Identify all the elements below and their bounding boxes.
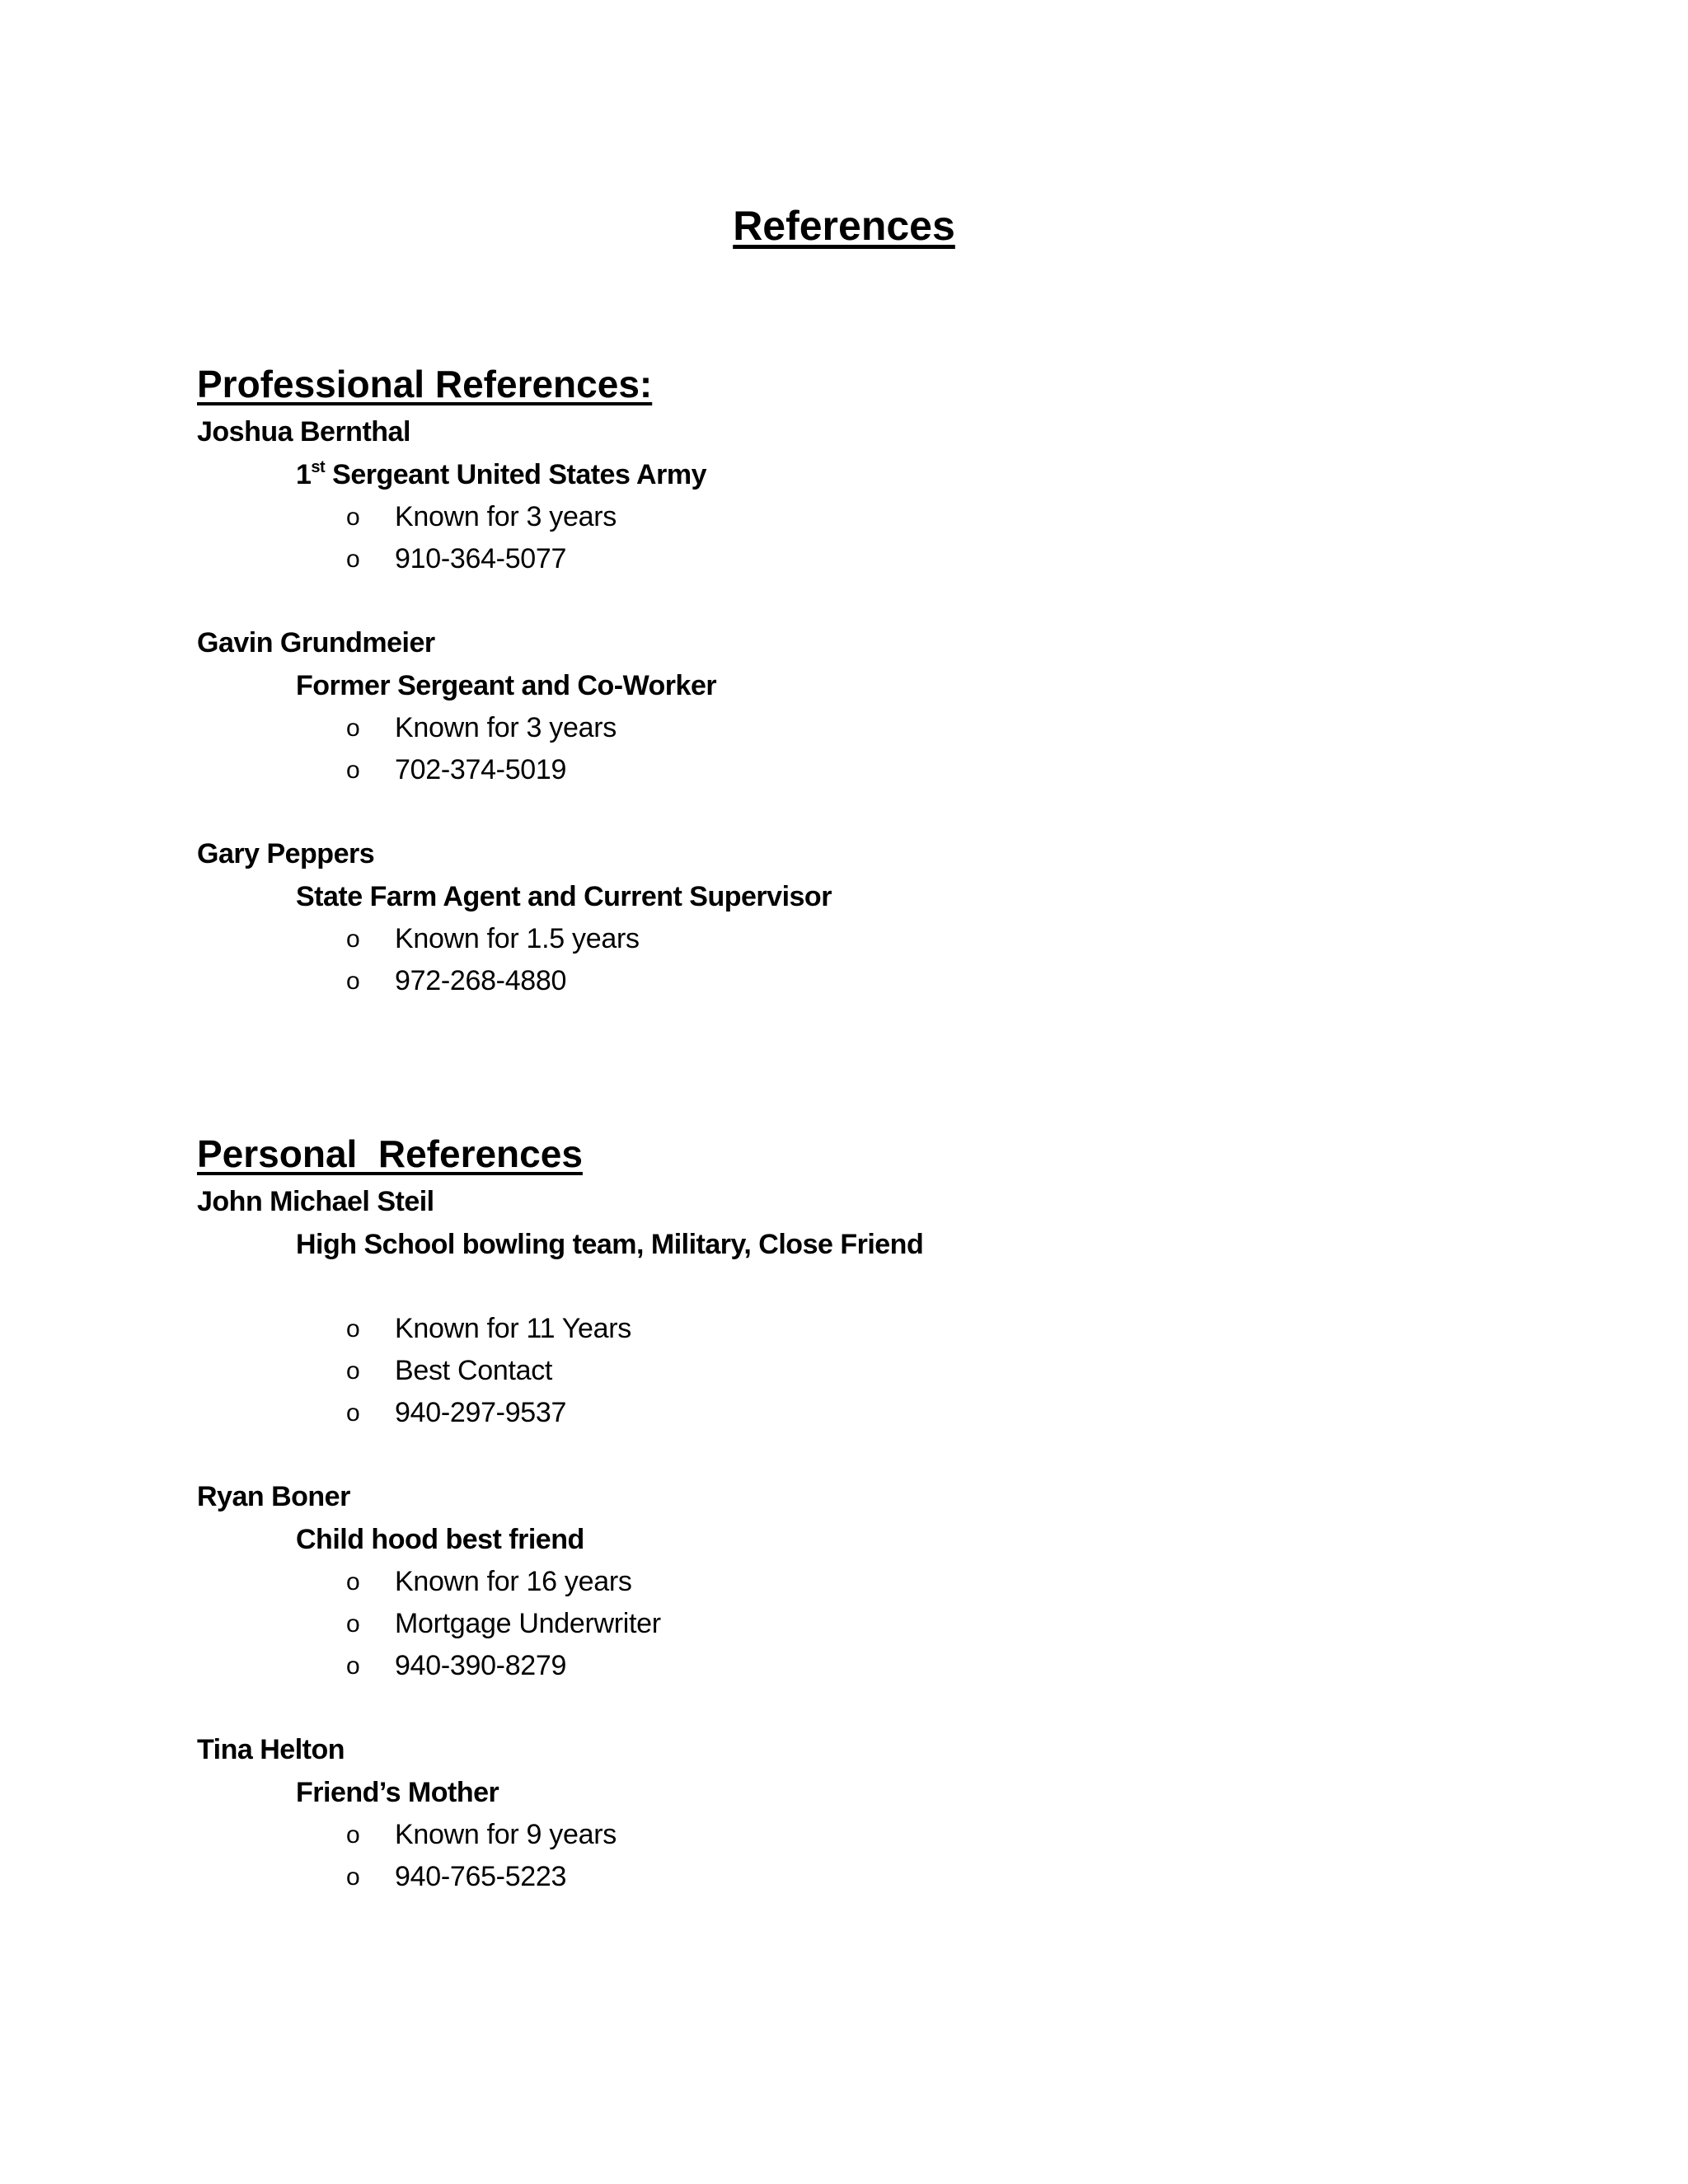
professional-references-section [197,359,1598,1002]
reference-role: High School bowling team, Military, Close Friend [296,1229,924,1260]
bullet-icon: o [346,1863,360,1891]
detail-item [197,960,1598,1002]
role-rank-suffix: st [311,458,326,476]
detail-text: 702-374-5019 [395,754,567,785]
reference-name: John Michael Steil [197,1186,434,1217]
detail-item [197,1814,1598,1856]
detail-text: Mortgage Underwriter [395,1608,661,1639]
bullet-icon: o [346,1315,360,1343]
reference-details [197,1308,1598,1434]
reference-role: Friend’s Mother [296,1777,499,1808]
reference-entry [197,832,1598,1002]
reference-name: Gary Peppers [197,838,375,869]
detail-text: Known for 3 years [395,501,617,532]
role-rank-number: 1 [296,459,312,490]
reference-details [197,918,1598,1002]
role-text: Sergeant United States Army [325,459,706,490]
detail-text: Known for 1.5 years [395,923,640,954]
reference-name: Ryan Boner [197,1481,350,1512]
bullet-icon: o [346,504,360,531]
bullet-icon: o [346,1652,360,1680]
reference-details [197,1814,1598,1898]
reference-name: Joshua Bernthal [197,416,410,448]
reference-entry [197,621,1598,791]
reference-role: Former Sergeant and Co-Worker [296,670,717,701]
detail-item [197,918,1598,960]
detail-text: Known for 11 Years [395,1313,631,1344]
detail-text: 972-268-4880 [395,965,567,996]
detail-item [197,538,1598,580]
bullet-icon: o [346,926,360,953]
detail-item [197,1350,1598,1392]
detail-text: Best Contact [395,1355,553,1386]
personal-references-heading: Personal References [197,1132,583,1175]
bullet-icon: o [346,1821,360,1849]
reference-details [197,707,1598,791]
detail-item [197,1561,1598,1603]
reference-role: State Farm Agent and Current Supervisor [296,881,832,912]
reference-details [197,1561,1598,1687]
reference-entry [197,1728,1598,1898]
bullet-icon: o [346,1568,360,1596]
page-title: References [733,203,955,249]
detail-text: Known for 16 years [395,1566,632,1597]
detail-item [197,1645,1598,1687]
detail-item [197,496,1598,538]
bullet-icon: o [346,968,360,995]
detail-item [197,1856,1598,1898]
detail-item [197,1308,1598,1350]
bullet-icon: o [346,1610,360,1638]
detail-item [197,749,1598,791]
detail-item [197,707,1598,749]
reference-entry [197,1475,1598,1687]
detail-item [197,1392,1598,1434]
professional-references-heading: Professional References: [197,363,653,405]
bullet-icon: o [346,715,360,742]
reference-entry [197,410,1598,580]
detail-text: 940-297-9537 [395,1397,567,1428]
reference-role [296,453,1598,496]
detail-text: 910-364-5077 [395,543,567,574]
bullet-icon: o [346,1357,360,1385]
reference-name: Gavin Grundmeier [197,627,435,658]
detail-text: Known for 3 years [395,712,617,743]
reference-name: Tina Helton [197,1734,345,1765]
reference-entry [197,1180,1598,1434]
detail-text: 940-390-8279 [395,1650,567,1681]
detail-text: 940-765-5223 [395,1861,567,1892]
detail-item [197,1603,1598,1645]
bullet-icon: o [346,1399,360,1427]
detail-text: Known for 9 years [395,1819,617,1850]
bullet-icon: o [346,546,360,573]
reference-details [197,496,1598,580]
bullet-icon: o [346,757,360,784]
reference-role: Child hood best friend [296,1524,584,1555]
personal-references-section [197,1129,1598,1898]
